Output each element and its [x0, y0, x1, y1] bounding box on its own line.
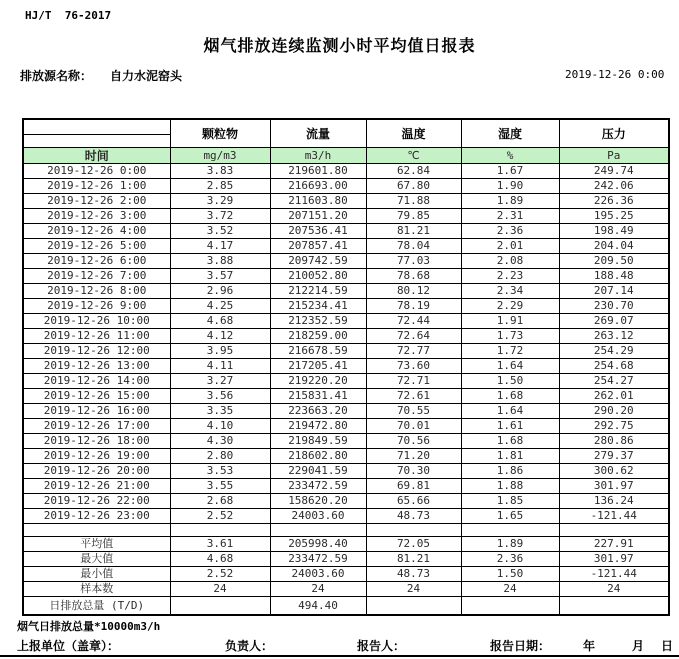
- header-empty-top-cell: [23, 119, 170, 135]
- data-row: [23, 389, 669, 404]
- bottom-rule: [0, 655, 679, 657]
- value-cell: 242.06: [559, 179, 669, 194]
- value-cell: 4.30: [170, 434, 270, 449]
- value-cell: 1.68: [461, 389, 559, 404]
- empty-cell: [23, 524, 170, 537]
- value-cell: 81.21: [366, 552, 461, 567]
- value-cell: 2.80: [170, 449, 270, 464]
- data-row: [23, 494, 669, 509]
- summary-label: 日排放总量 (T/D): [23, 597, 170, 616]
- time-cell: 2019-12-26 16:00: [23, 404, 170, 419]
- time-cell: 2019-12-26 20:00: [23, 464, 170, 479]
- spacer-row: [23, 524, 669, 537]
- time-cell: 2019-12-26 3:00: [23, 209, 170, 224]
- value-cell: 2.68: [170, 494, 270, 509]
- data-row: [23, 224, 669, 239]
- value-cell: 218259.00: [270, 329, 366, 344]
- time-cell: 2019-12-26 2:00: [23, 194, 170, 209]
- value-cell: 1.91: [461, 314, 559, 329]
- value-cell: 3.57: [170, 269, 270, 284]
- time-cell: 2019-12-26 0:00: [23, 164, 170, 179]
- value-cell: 72.05: [366, 537, 461, 552]
- value-cell: 216693.00: [270, 179, 366, 194]
- value-cell: 211603.80: [270, 194, 366, 209]
- report-unit-label: 上报单位（盖章）：: [17, 639, 120, 653]
- header-empty-bottom-cell: [23, 135, 170, 148]
- data-row: [23, 479, 669, 494]
- value-cell: 69.81: [366, 479, 461, 494]
- value-cell: 3.88: [170, 254, 270, 269]
- value-cell: 4.25: [170, 299, 270, 314]
- value-cell: 3.53: [170, 464, 270, 479]
- summary-label: 平均值: [23, 537, 170, 552]
- value-cell: 218602.80: [270, 449, 366, 464]
- value-cell: 233472.59: [270, 552, 366, 567]
- value-cell: [461, 597, 559, 616]
- value-cell: 71.20: [366, 449, 461, 464]
- value-cell: 209742.59: [270, 254, 366, 269]
- value-cell: 81.21: [366, 224, 461, 239]
- reporter-label: 报告人：: [357, 639, 406, 653]
- value-cell: 67.80: [366, 179, 461, 194]
- summary-row: [23, 597, 669, 616]
- daily-total-note: 烟气日排放总量*10000m3/h: [17, 620, 161, 633]
- value-cell: 3.56: [170, 389, 270, 404]
- doc-standard-code: HJ/T 76-2017: [25, 9, 112, 22]
- empty-cell: [559, 524, 669, 537]
- value-cell: 1.90: [461, 179, 559, 194]
- value-cell: 1.64: [461, 359, 559, 374]
- value-cell: 292.75: [559, 419, 669, 434]
- value-cell: 3.52: [170, 224, 270, 239]
- value-cell: 217205.41: [270, 359, 366, 374]
- time-cell: 2019-12-26 21:00: [23, 479, 170, 494]
- value-cell: 78.68: [366, 269, 461, 284]
- value-cell: [170, 597, 270, 616]
- value-cell: 4.11: [170, 359, 270, 374]
- summary-row: [23, 567, 669, 582]
- data-row: [23, 404, 669, 419]
- value-cell: 223663.20: [270, 404, 366, 419]
- value-cell: 210052.80: [270, 269, 366, 284]
- col-header-particulate: 颗粒物: [170, 119, 270, 148]
- value-cell: 1.86: [461, 464, 559, 479]
- value-cell: 249.74: [559, 164, 669, 179]
- data-row: [23, 269, 669, 284]
- value-cell: 269.07: [559, 314, 669, 329]
- value-cell: 198.49: [559, 224, 669, 239]
- value-cell: 78.04: [366, 239, 461, 254]
- data-row: [23, 344, 669, 359]
- value-cell: 70.56: [366, 434, 461, 449]
- value-cell: 212352.59: [270, 314, 366, 329]
- data-row: [23, 464, 669, 479]
- unit-temperature: ℃: [366, 148, 461, 164]
- empty-cell: [170, 524, 270, 537]
- value-cell: 230.70: [559, 299, 669, 314]
- value-cell: 77.03: [366, 254, 461, 269]
- value-cell: 207151.20: [270, 209, 366, 224]
- value-cell: 3.55: [170, 479, 270, 494]
- value-cell: 1.72: [461, 344, 559, 359]
- value-cell: 216678.59: [270, 344, 366, 359]
- month-label: 月: [632, 639, 645, 653]
- value-cell: 71.88: [366, 194, 461, 209]
- value-cell: 279.37: [559, 449, 669, 464]
- value-cell: 78.19: [366, 299, 461, 314]
- unit-row: [23, 148, 669, 164]
- empty-cell: [366, 524, 461, 537]
- data-row: [23, 284, 669, 299]
- value-cell: 204.04: [559, 239, 669, 254]
- value-cell: 1.73: [461, 329, 559, 344]
- value-cell: 219601.80: [270, 164, 366, 179]
- value-cell: 254.68: [559, 359, 669, 374]
- value-cell: 2.85: [170, 179, 270, 194]
- value-cell: 2.23: [461, 269, 559, 284]
- value-cell: 24003.60: [270, 509, 366, 524]
- data-row: [23, 449, 669, 464]
- day-label: 日: [661, 639, 674, 653]
- time-cell: 2019-12-26 15:00: [23, 389, 170, 404]
- unit-humidity: %: [461, 148, 559, 164]
- summary-label: 最大值: [23, 552, 170, 567]
- value-cell: 2.52: [170, 509, 270, 524]
- col-header-pressure: 压力: [559, 119, 669, 148]
- value-cell: 1.88: [461, 479, 559, 494]
- time-cell: 2019-12-26 6:00: [23, 254, 170, 269]
- value-cell: 254.27: [559, 374, 669, 389]
- value-cell: 300.62: [559, 464, 669, 479]
- report-table-wrap: [22, 118, 670, 616]
- value-cell: 263.12: [559, 329, 669, 344]
- value-cell: 195.25: [559, 209, 669, 224]
- value-cell: 494.40: [270, 597, 366, 616]
- value-cell: 207857.41: [270, 239, 366, 254]
- data-row: [23, 509, 669, 524]
- value-cell: 2.96: [170, 284, 270, 299]
- value-cell: 4.17: [170, 239, 270, 254]
- value-cell: 2.36: [461, 224, 559, 239]
- time-cell: 2019-12-26 17:00: [23, 419, 170, 434]
- unit-particulate: mg/m3: [170, 148, 270, 164]
- summary-row: [23, 582, 669, 597]
- value-cell: 2.29: [461, 299, 559, 314]
- value-cell: 207536.41: [270, 224, 366, 239]
- value-cell: 79.85: [366, 209, 461, 224]
- data-row: [23, 329, 669, 344]
- value-cell: 1.50: [461, 374, 559, 389]
- value-cell: 24: [270, 582, 366, 597]
- report-table: [22, 118, 670, 616]
- value-cell: 4.10: [170, 419, 270, 434]
- value-cell: 24: [461, 582, 559, 597]
- value-cell: [559, 597, 669, 616]
- table-header: [23, 119, 669, 164]
- value-cell: 280.86: [559, 434, 669, 449]
- value-cell: 72.61: [366, 389, 461, 404]
- value-cell: 3.61: [170, 537, 270, 552]
- value-cell: 229041.59: [270, 464, 366, 479]
- value-cell: 3.72: [170, 209, 270, 224]
- emission-source-name: 自力水泥窑头: [110, 69, 183, 83]
- value-cell: 254.29: [559, 344, 669, 359]
- value-cell: 2.08: [461, 254, 559, 269]
- value-cell: 301.97: [559, 552, 669, 567]
- value-cell: [366, 597, 461, 616]
- value-cell: 215234.41: [270, 299, 366, 314]
- value-cell: 1.67: [461, 164, 559, 179]
- data-row: [23, 434, 669, 449]
- value-cell: 207.14: [559, 284, 669, 299]
- data-row: [23, 374, 669, 389]
- time-cell: 2019-12-26 13:00: [23, 359, 170, 374]
- value-cell: 1.64: [461, 404, 559, 419]
- col-header-temperature: 温度: [366, 119, 461, 148]
- data-row: [23, 164, 669, 179]
- value-cell: 72.64: [366, 329, 461, 344]
- value-cell: 73.60: [366, 359, 461, 374]
- value-cell: 262.01: [559, 389, 669, 404]
- value-cell: 4.68: [170, 314, 270, 329]
- value-cell: 1.61: [461, 419, 559, 434]
- value-cell: 212214.59: [270, 284, 366, 299]
- value-cell: 301.97: [559, 479, 669, 494]
- value-cell: 227.91: [559, 537, 669, 552]
- time-cell: 2019-12-26 9:00: [23, 299, 170, 314]
- value-cell: 48.73: [366, 567, 461, 582]
- data-row: [23, 314, 669, 329]
- time-cell: 2019-12-26 18:00: [23, 434, 170, 449]
- value-cell: 72.77: [366, 344, 461, 359]
- value-cell: 1.89: [461, 537, 559, 552]
- value-cell: 219472.80: [270, 419, 366, 434]
- time-cell: 2019-12-26 4:00: [23, 224, 170, 239]
- data-row: [23, 194, 669, 209]
- value-cell: 1.89: [461, 194, 559, 209]
- value-cell: 1.65: [461, 509, 559, 524]
- value-cell: 226.36: [559, 194, 669, 209]
- value-cell: 209.50: [559, 254, 669, 269]
- responsible-person-label: 负责人：: [225, 639, 274, 653]
- time-cell: 2019-12-26 7:00: [23, 269, 170, 284]
- value-cell: 48.73: [366, 509, 461, 524]
- data-row: [23, 179, 669, 194]
- value-cell: 4.68: [170, 552, 270, 567]
- col-header-flow: 流量: [270, 119, 366, 148]
- emission-source-row: [20, 67, 182, 84]
- value-cell: 72.44: [366, 314, 461, 329]
- value-cell: 70.30: [366, 464, 461, 479]
- time-cell: 2019-12-26 22:00: [23, 494, 170, 509]
- value-cell: 24: [366, 582, 461, 597]
- empty-cell: [270, 524, 366, 537]
- empty-cell: [461, 524, 559, 537]
- value-cell: 4.12: [170, 329, 270, 344]
- time-cell: 2019-12-26 23:00: [23, 509, 170, 524]
- report-date-label: 报告日期：: [490, 639, 551, 653]
- data-row: [23, 419, 669, 434]
- year-label: 年: [583, 639, 596, 653]
- value-cell: 219849.59: [270, 434, 366, 449]
- report-datetime: 2019-12-26 0:00: [565, 68, 665, 81]
- value-cell: 24003.60: [270, 567, 366, 582]
- summary-label: 最小值: [23, 567, 170, 582]
- data-row: [23, 239, 669, 254]
- summary-row: [23, 552, 669, 567]
- value-cell: 1.85: [461, 494, 559, 509]
- time-column-header: 时间: [23, 148, 170, 164]
- data-row: [23, 254, 669, 269]
- header-row-names: [23, 119, 669, 135]
- value-cell: 158620.20: [270, 494, 366, 509]
- value-cell: 72.71: [366, 374, 461, 389]
- value-cell: 2.36: [461, 552, 559, 567]
- page-title: 烟气排放连续监测小时平均值日报表: [203, 36, 476, 55]
- value-cell: 215831.41: [270, 389, 366, 404]
- value-cell: 80.12: [366, 284, 461, 299]
- value-cell: 2.52: [170, 567, 270, 582]
- value-cell: 2.01: [461, 239, 559, 254]
- data-row: [23, 299, 669, 314]
- value-cell: 1.50: [461, 567, 559, 582]
- value-cell: 24: [559, 582, 669, 597]
- time-cell: 2019-12-26 1:00: [23, 179, 170, 194]
- value-cell: 70.01: [366, 419, 461, 434]
- data-row: [23, 209, 669, 224]
- time-cell: 2019-12-26 5:00: [23, 239, 170, 254]
- value-cell: 2.34: [461, 284, 559, 299]
- time-cell: 2019-12-26 12:00: [23, 344, 170, 359]
- value-cell: 2.31: [461, 209, 559, 224]
- time-cell: 2019-12-26 8:00: [23, 284, 170, 299]
- value-cell: 205998.40: [270, 537, 366, 552]
- time-cell: 2019-12-26 14:00: [23, 374, 170, 389]
- time-cell: 2019-12-26 19:00: [23, 449, 170, 464]
- value-cell: 24: [170, 582, 270, 597]
- value-cell: 65.66: [366, 494, 461, 509]
- summary-row: [23, 537, 669, 552]
- value-cell: 3.35: [170, 404, 270, 419]
- unit-pressure: Pa: [559, 148, 669, 164]
- emission-source-label: 排放源名称：: [20, 69, 93, 83]
- value-cell: 1.81: [461, 449, 559, 464]
- value-cell: 62.84: [366, 164, 461, 179]
- time-cell: 2019-12-26 10:00: [23, 314, 170, 329]
- col-header-humidity: 湿度: [461, 119, 559, 148]
- value-cell: -121.44: [559, 567, 669, 582]
- value-cell: 3.83: [170, 164, 270, 179]
- summary-label: 样本数: [23, 582, 170, 597]
- value-cell: -121.44: [559, 509, 669, 524]
- value-cell: 3.95: [170, 344, 270, 359]
- value-cell: 3.27: [170, 374, 270, 389]
- time-cell: 2019-12-26 11:00: [23, 329, 170, 344]
- value-cell: 188.48: [559, 269, 669, 284]
- value-cell: 1.68: [461, 434, 559, 449]
- table-body: [23, 164, 669, 616]
- value-cell: 219220.20: [270, 374, 366, 389]
- value-cell: 70.55: [366, 404, 461, 419]
- value-cell: 290.20: [559, 404, 669, 419]
- value-cell: 3.29: [170, 194, 270, 209]
- data-row: [23, 359, 669, 374]
- value-cell: 233472.59: [270, 479, 366, 494]
- value-cell: 136.24: [559, 494, 669, 509]
- unit-flow: m3/h: [270, 148, 366, 164]
